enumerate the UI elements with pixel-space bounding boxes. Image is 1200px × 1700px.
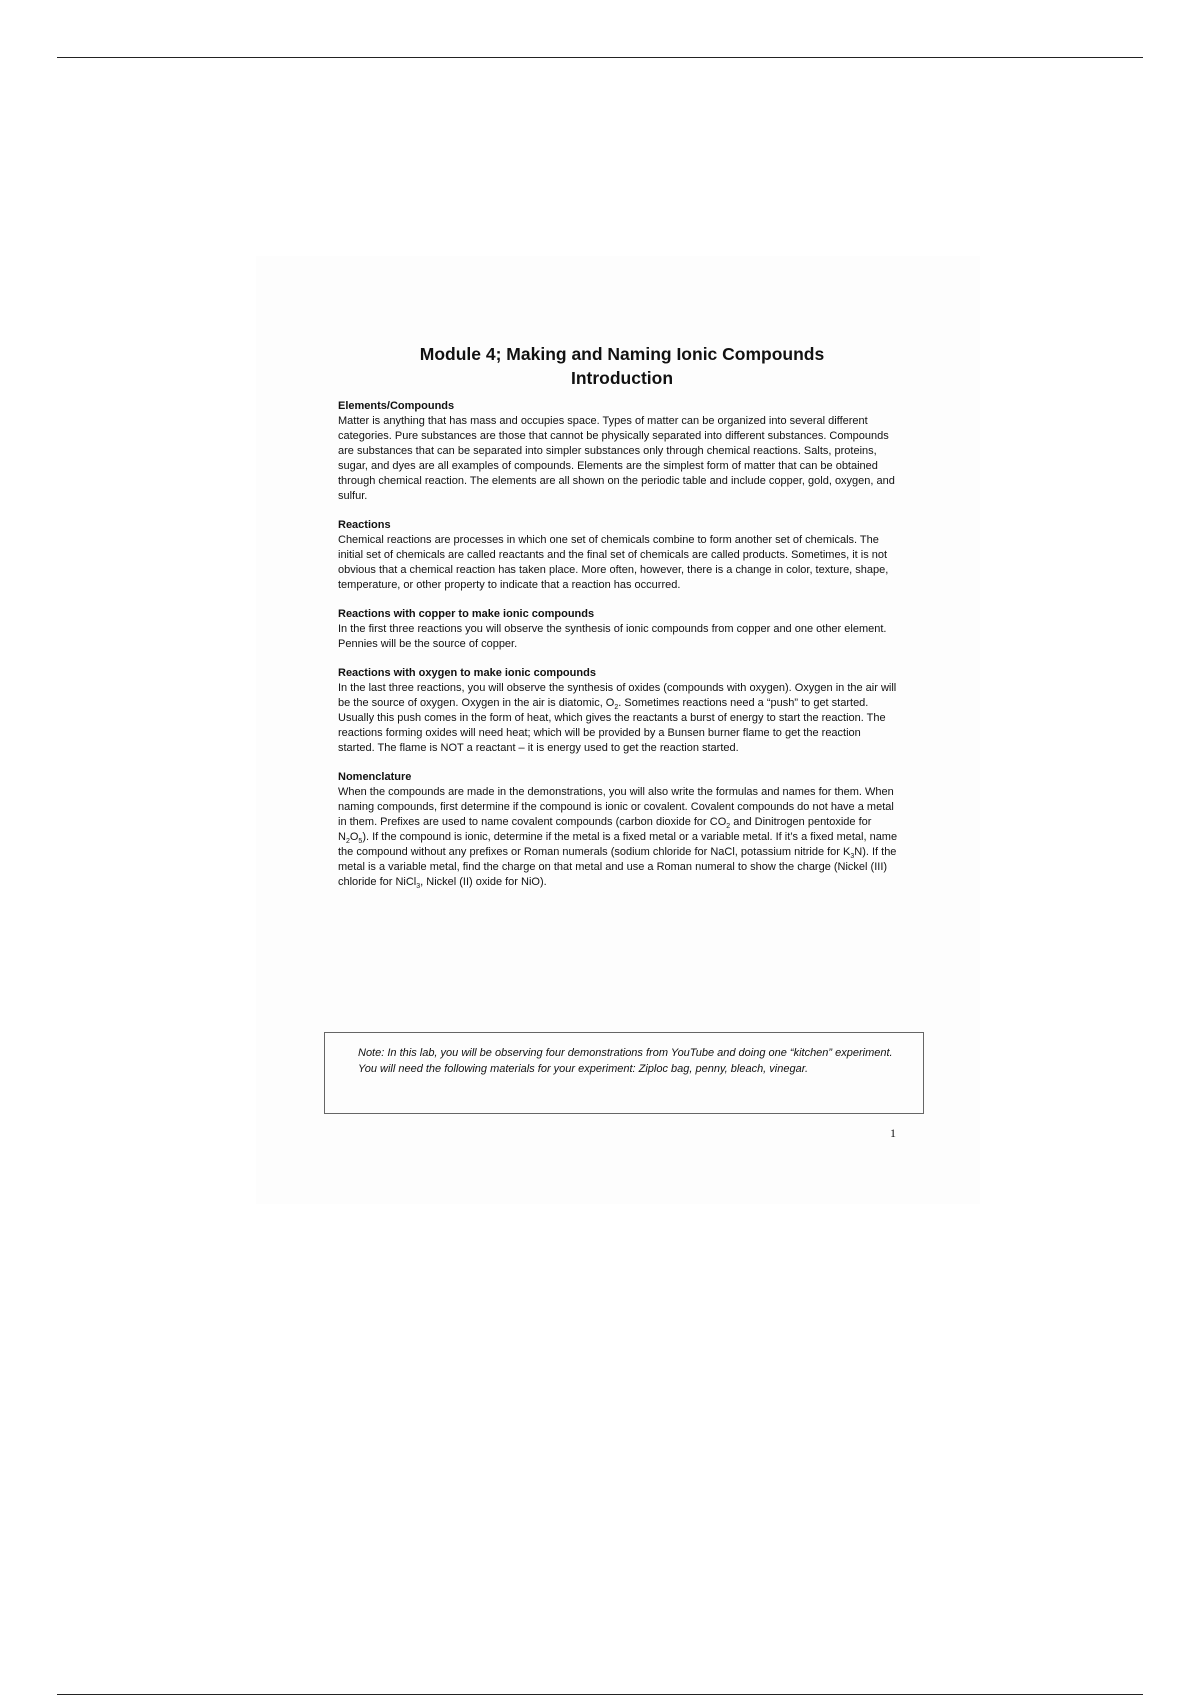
title-line-1: Module 4; Making and Naming Ionic Compounds (419, 344, 825, 364)
section-body (338, 681, 900, 756)
section-elements-compounds (338, 399, 900, 504)
section-body (338, 785, 900, 890)
document-title (338, 342, 900, 390)
body-text: and Dinitrogen pentoxide for N (338, 816, 872, 843)
section-heading: Reactions (338, 519, 391, 531)
body-text: When the compounds are made in the demonstrations, you will also write the formulas and names for them. When naming compounds, first determine if the compound is ionic or covalent. Covalent compounds do not have a metal in them. Prefixes are used to name covalent compounds (carbon dioxide for CO (338, 786, 894, 828)
section-body: In the first three reactions you will observe the synthesis of ionic compounds from copper and one other element. Pennies will be the source of copper. (338, 623, 887, 650)
page-number: 1 (890, 1126, 896, 1140)
section-copper-reactions (338, 607, 900, 652)
note-box (324, 1032, 924, 1114)
subscript: 5 (358, 838, 363, 846)
body-text: N). If the metal is a variable metal, find the charge on that metal and use a Roman numeral to show the charge (Nickel (III) chloride for NiCl (338, 846, 897, 888)
section-reactions (338, 518, 900, 593)
section-heading: Reactions with oxygen to make ionic compounds (338, 667, 596, 679)
top-rule (57, 57, 1143, 58)
subscript: 2 (614, 704, 619, 712)
section-heading: Reactions with copper to make ionic compounds (338, 608, 595, 620)
section-body: Chemical reactions are processes in which one set of chemicals combine to form another set of chemicals. The initial set of chemicals are called reactants and the final set of chemicals are called products. Sometimes, it is not obvious that a chemical reaction has taken place. More often, however, there is a change in color, texture, shape, temperature, or other property to indicate that a reaction has occurred. (338, 534, 889, 591)
subscript: 3 (850, 853, 855, 861)
note-text: Note: In this lab, you will be observing four demonstrations from YouTube and doing one “kitchen” experiment. You will need the following materials for your experiment: Ziploc bag, penny, bleach, vinegar. (358, 1047, 893, 1075)
body-text: . Sometimes reactions need a “push” to get started. Usually this push comes in the form of heat, which gives the reactants a burst of energy to start the reaction. The reactions forming oxides will need heat; which will be provided by a Bunsen burner flame to get the reaction started. The flame is NOT a reactant – it is energy used to get the reaction started. (338, 697, 886, 754)
subscript: 2 (726, 823, 731, 831)
document-page (256, 256, 980, 1204)
body-text: O (349, 831, 359, 843)
subscript: 3 (416, 883, 421, 891)
title-line-2: Introduction (570, 368, 674, 388)
section-oxygen-reactions (338, 666, 900, 756)
document-content (338, 342, 900, 890)
body-text: In the last three reactions, you will observe the synthesis of oxides (compounds with oxygen). Oxygen in the air will be the source of oxygen. Oxygen in the air is diatomic, O (338, 682, 897, 709)
section-heading: Nomenclature (338, 771, 412, 783)
subscript: 2 (345, 838, 350, 846)
body-text: , Nickel (II) oxide for NiO). (420, 876, 547, 888)
section-nomenclature (338, 770, 900, 890)
section-heading: Elements/Compounds (338, 400, 455, 412)
section-body: Matter is anything that has mass and occupies space. Types of matter can be organized into several different categories. Pure substances are those that cannot be physically separated into different substances. Compounds are substances that can be separated into simpler substances only through chemical reactions. Salts, proteins, sugar, and dyes are all examples of compounds. Elements are the simplest form of matter that can be obtained through chemical reaction. The elements are all shown on the periodic table and include copper, gold, oxygen, and sulfur. (338, 415, 895, 502)
body-text: ). If the compound is ionic, determine if the metal is a fixed metal or a variable metal. If it’s a fixed metal, name the compound without any prefixes or Roman numerals (sodium chloride for NaCl, potassium nitride for K (338, 831, 898, 858)
bottom-rule (57, 1694, 1143, 1695)
